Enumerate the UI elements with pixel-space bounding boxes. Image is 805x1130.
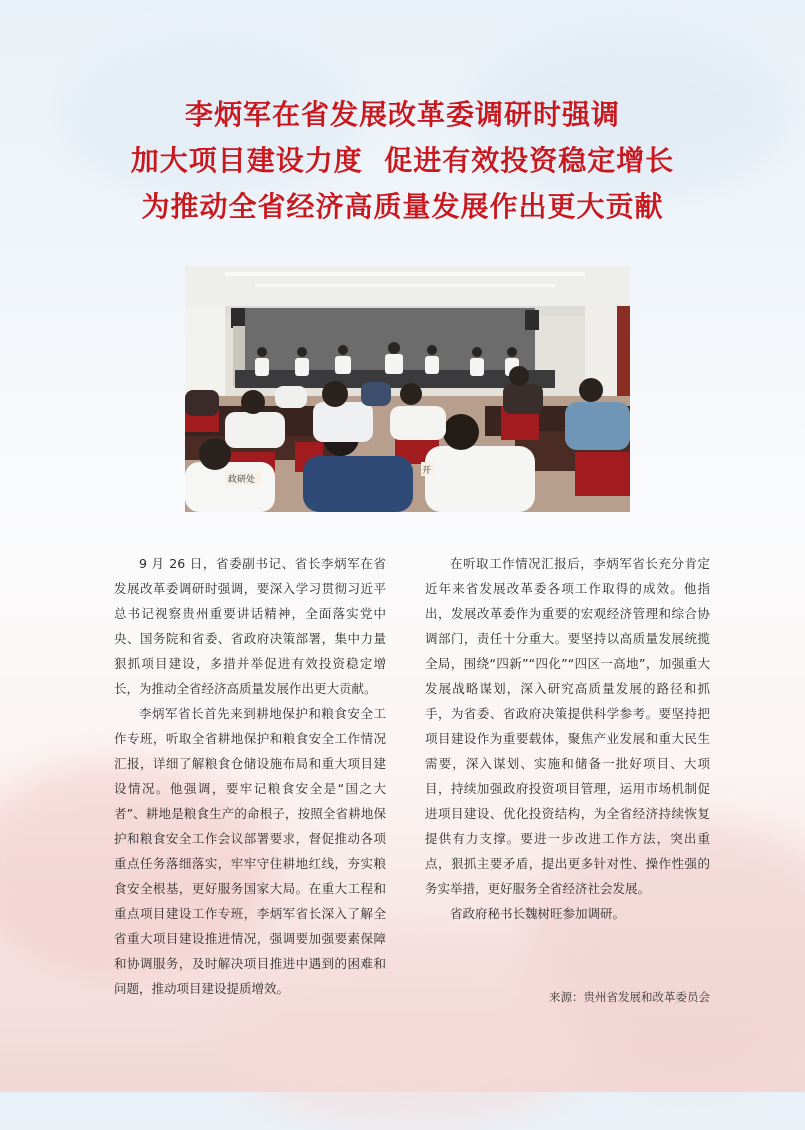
headline-line-2: 加大项目建设力度 促进有效投资稳定增长 — [130, 144, 675, 177]
headline — [0, 92, 805, 230]
nameplate-text: 开 — [422, 466, 432, 476]
article-paragraph: 省政府秘书长魏树旺参加调研。 — [450, 906, 626, 921]
nameplate-text: 政研处 — [228, 475, 256, 485]
headline-line-3: 为推动全省经济高质量发展作出更大贡献 — [141, 190, 664, 223]
source-credit: 来源：贵州省发展和改革委员会 — [549, 990, 710, 1004]
meeting-photo — [185, 266, 630, 512]
article-paragraph: 9 月 26 日，省委副书记、省长李炳军在省发展改革委调研时强调，要深入学习贯彻习近平总书记视察贵州重要讲话精神，全面落实党中央、国务院和省委、省政府决策部署，集中力量狠抓项目建设，多措并举促进有效投资稳定增长，为推动全省经济高质量发展作出更大贡献。 — [114, 556, 386, 696]
article-paragraph: 李炳军省长首先来到耕地保护和粮食安全工作专班，听取全省耕地保护和粮食安全工作情况汇报，详细了解粮食仓储设施布局和重大项目建设情况。他强调，要牢记粮食安全是“国之大者”、耕地是粮食生产的命根子，按照全省耕地保护和粮食安全工作会议部署要求，督促推动各项重点任务落细落实，牢牢守住耕地红线，夯实粮食安全根基，更好服务国家大局。在重大工程和重点项目建设工作专班，李炳军省长深入了解全省重大项目建设推进情况，强调要加强要素保障和协调服务，及时解决项目推进中遇到的困难和问题，推动项目建设提质增效。 — [114, 706, 386, 996]
article-left-column — [114, 551, 386, 1001]
article-right-column — [425, 551, 710, 926]
headline-line-1: 李炳军在省发展改革委调研时强调 — [184, 98, 620, 131]
article-paragraph: 在听取工作情况汇报后，李炳军省长充分肯定近年来省发展改革委各项工作取得的成效。他指出，发展改革委作为重要的宏观经济管理和综合协调部门，责任十分重大。要坚持以高质量发展统揽全局，围绕“四新”“四化”“四区一高地”，加强重大发展战略谋划，深入研究高质量发展的路径和抓手，为省委、省政府决策提供科学参考。要坚持把项目建设作为重要载体，聚焦产业发展和重大民生需要，深入谋划、实施和储备一批好项目、大项目，持续加强政府投资项目管理，运用市场机制促进项目建设、优化投资结构，为全省经济持续恢复提供有力支撑。要进一步改进工作方法，突出重点，狠抓主要矛盾，提出更多针对性、操作性强的务实举措，更好服务全省经济社会发展。 — [425, 556, 710, 896]
